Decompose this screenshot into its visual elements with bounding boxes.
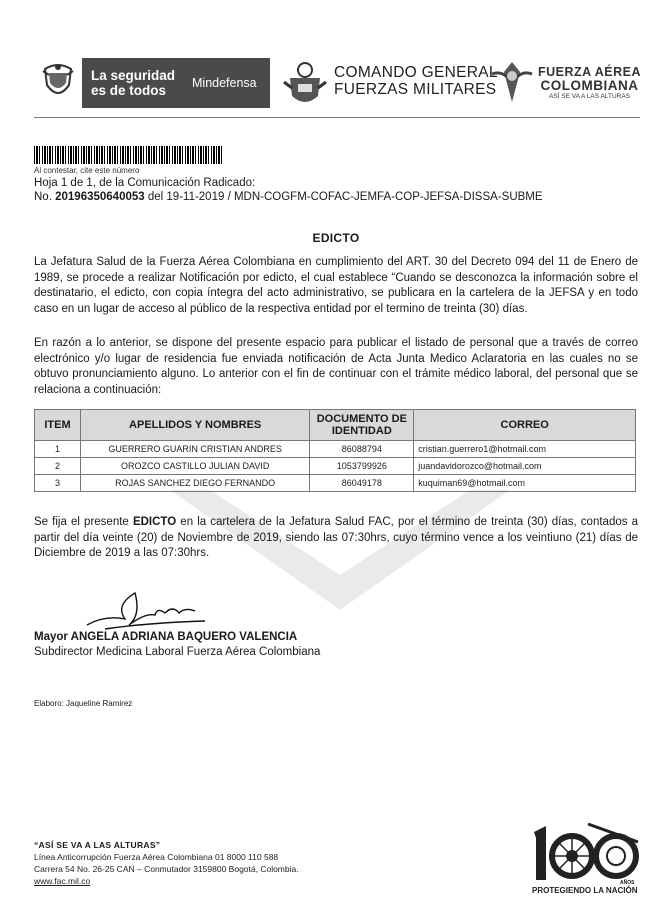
- fac-line-2: COLOMBIANA: [540, 78, 639, 93]
- paragraph-3: [34, 515, 638, 562]
- table-row: [35, 458, 636, 475]
- paragraph-3-bold: EDICTO: [132, 516, 177, 528]
- paragraph-1: La Jefatura Salud de la Fuerza Aérea Colombiana en cumplimiento del ART. 30 del Decreto 094 del 11 de Enero de 1989, se procede a realizar Notificación por edicto, el cual establece “Cuando se desconozca la información sobre el destinatario, el edicto, con copia íntegra del acto administrativo, se publicara en la cartelera de la JEFSA y en todo caso en un lugar de acceso al público de la respectiva entidad por el termino de treinta (30) días.: [34, 256, 638, 315]
- cell-item: 3: [35, 475, 81, 492]
- fac-line-1: FUERZA AÉREA: [538, 65, 641, 79]
- header-names: APELLIDOS Y NOMBRES: [80, 410, 309, 441]
- footer-anticorruption-line: Línea Anticorrupción Fuerza Aérea Colombiana 01 8000 110 588: [34, 852, 279, 862]
- header-slogan: La seguridad es de todos: [91, 68, 176, 98]
- radicado-number: 20196350640053: [55, 191, 145, 203]
- footer-address: Carrera 54 No. 26-25 CAN – Conmutador 3159800 Bogotá, Colombia.: [34, 864, 299, 874]
- signer-name: Mayor ANGELA ADRIANA BAQUERO VALENCIA: [34, 631, 298, 643]
- paragraph-2: En razón a lo anterior, se dispone del presente espacio para publicar el listado de personal que a través de correo electrónico y/o lugar de residencia fue enviada notificación de Acta Junta Medico Aclaratoria en las cuales no se obtuvo pronunciamiento alguno. Lo anterior con el fin de continuar con el trámite médico laboral, del personal que se relaciona a continuación:: [34, 337, 638, 396]
- cell-item: 2: [35, 458, 81, 475]
- header-item: ITEM: [35, 410, 81, 441]
- command-line-1: COMANDO GENERAL: [334, 64, 498, 81]
- footer-website-link[interactable]: www.fac.mil.co: [34, 876, 91, 886]
- fac-emblem-icon: [490, 58, 534, 106]
- colombia-coat-of-arms-icon: [34, 58, 82, 108]
- badge-years: AÑOS: [620, 880, 635, 886]
- cell-document: 86088794: [310, 441, 414, 458]
- radicado-rest: del 19-11-2019 / MDN-COGFM-COFAC-JEMFA-COP-JEFSA-DISSA-SUBME: [147, 191, 543, 203]
- handwritten-signature-icon: [85, 585, 215, 635]
- cell-email: cristian.guerrero1@hotmail.com: [414, 441, 636, 458]
- personnel-table: [34, 409, 636, 492]
- 100-years-badge-icon: [528, 822, 640, 884]
- cell-document: 1053799926: [310, 458, 414, 475]
- header-divider: [34, 117, 640, 118]
- document-title: EDICTO: [312, 231, 360, 245]
- signer-title: Subdirector Medicina Laboral Fuerza Aérea Colombiana: [34, 646, 321, 658]
- radicado-no-label: No.: [34, 191, 52, 203]
- fac-line-3: ASÍ SE VA A LAS ALTURAS: [548, 93, 631, 100]
- table-row: [35, 475, 636, 492]
- cell-document: 86049178: [310, 475, 414, 492]
- cell-names: OROZCO CASTILLO JULIAN DAVID: [80, 458, 309, 475]
- radicado-reference: [34, 191, 543, 203]
- elaborated-by: Elaboro: Jaqueline Ramirez: [34, 699, 133, 708]
- ministry-name: Mindefensa: [192, 76, 257, 90]
- barcode: [34, 146, 222, 164]
- comando-general-emblem-icon: [282, 60, 328, 108]
- cell-names: ROJAS SANCHEZ DIEGO FERNANDO: [80, 475, 309, 492]
- fac-logo-text: [538, 66, 641, 101]
- cite-note: Al contestar, cite este número: [34, 166, 140, 175]
- cell-email: juandavidorozco@hotmail.com: [414, 458, 636, 475]
- paragraph-3-after: en la cartelera de la Jefatura Salud FAC, por el término de treinta (30) días, contados a partir del día veinte (20) de Noviembre de 2019, siendo las 07:30hrs, cuyo término vence a los veintiuno (21) días de Diciembre de 2019 a las 07:30hrs.: [34, 516, 638, 559]
- page-info: Hoja 1 de 1, de la Comunicación Radicado:: [34, 177, 256, 189]
- header-document: DOCUMENTO DE IDENTIDAD: [310, 410, 414, 441]
- command-line-2: FUERZAS MILITARES: [334, 81, 497, 98]
- cell-names: GUERRERO GUARIN CRISTIAN ANDRES: [80, 441, 309, 458]
- header-email: CORREO: [414, 410, 636, 441]
- table-row: [35, 441, 636, 458]
- comando-general-text: [334, 64, 498, 98]
- cell-item: 1: [35, 441, 81, 458]
- footer-slogan: “ASÍ SE VA A LAS ALTURAS”: [34, 840, 161, 850]
- badge-text: PROTEGIENDO LA NACIÓN: [532, 886, 638, 895]
- paragraph-3-before: Se fija el presente: [34, 516, 133, 528]
- table-header-row: [35, 410, 636, 441]
- government-banner: [34, 58, 270, 108]
- cell-email: kuquiman69@hotmail.com: [414, 475, 636, 492]
